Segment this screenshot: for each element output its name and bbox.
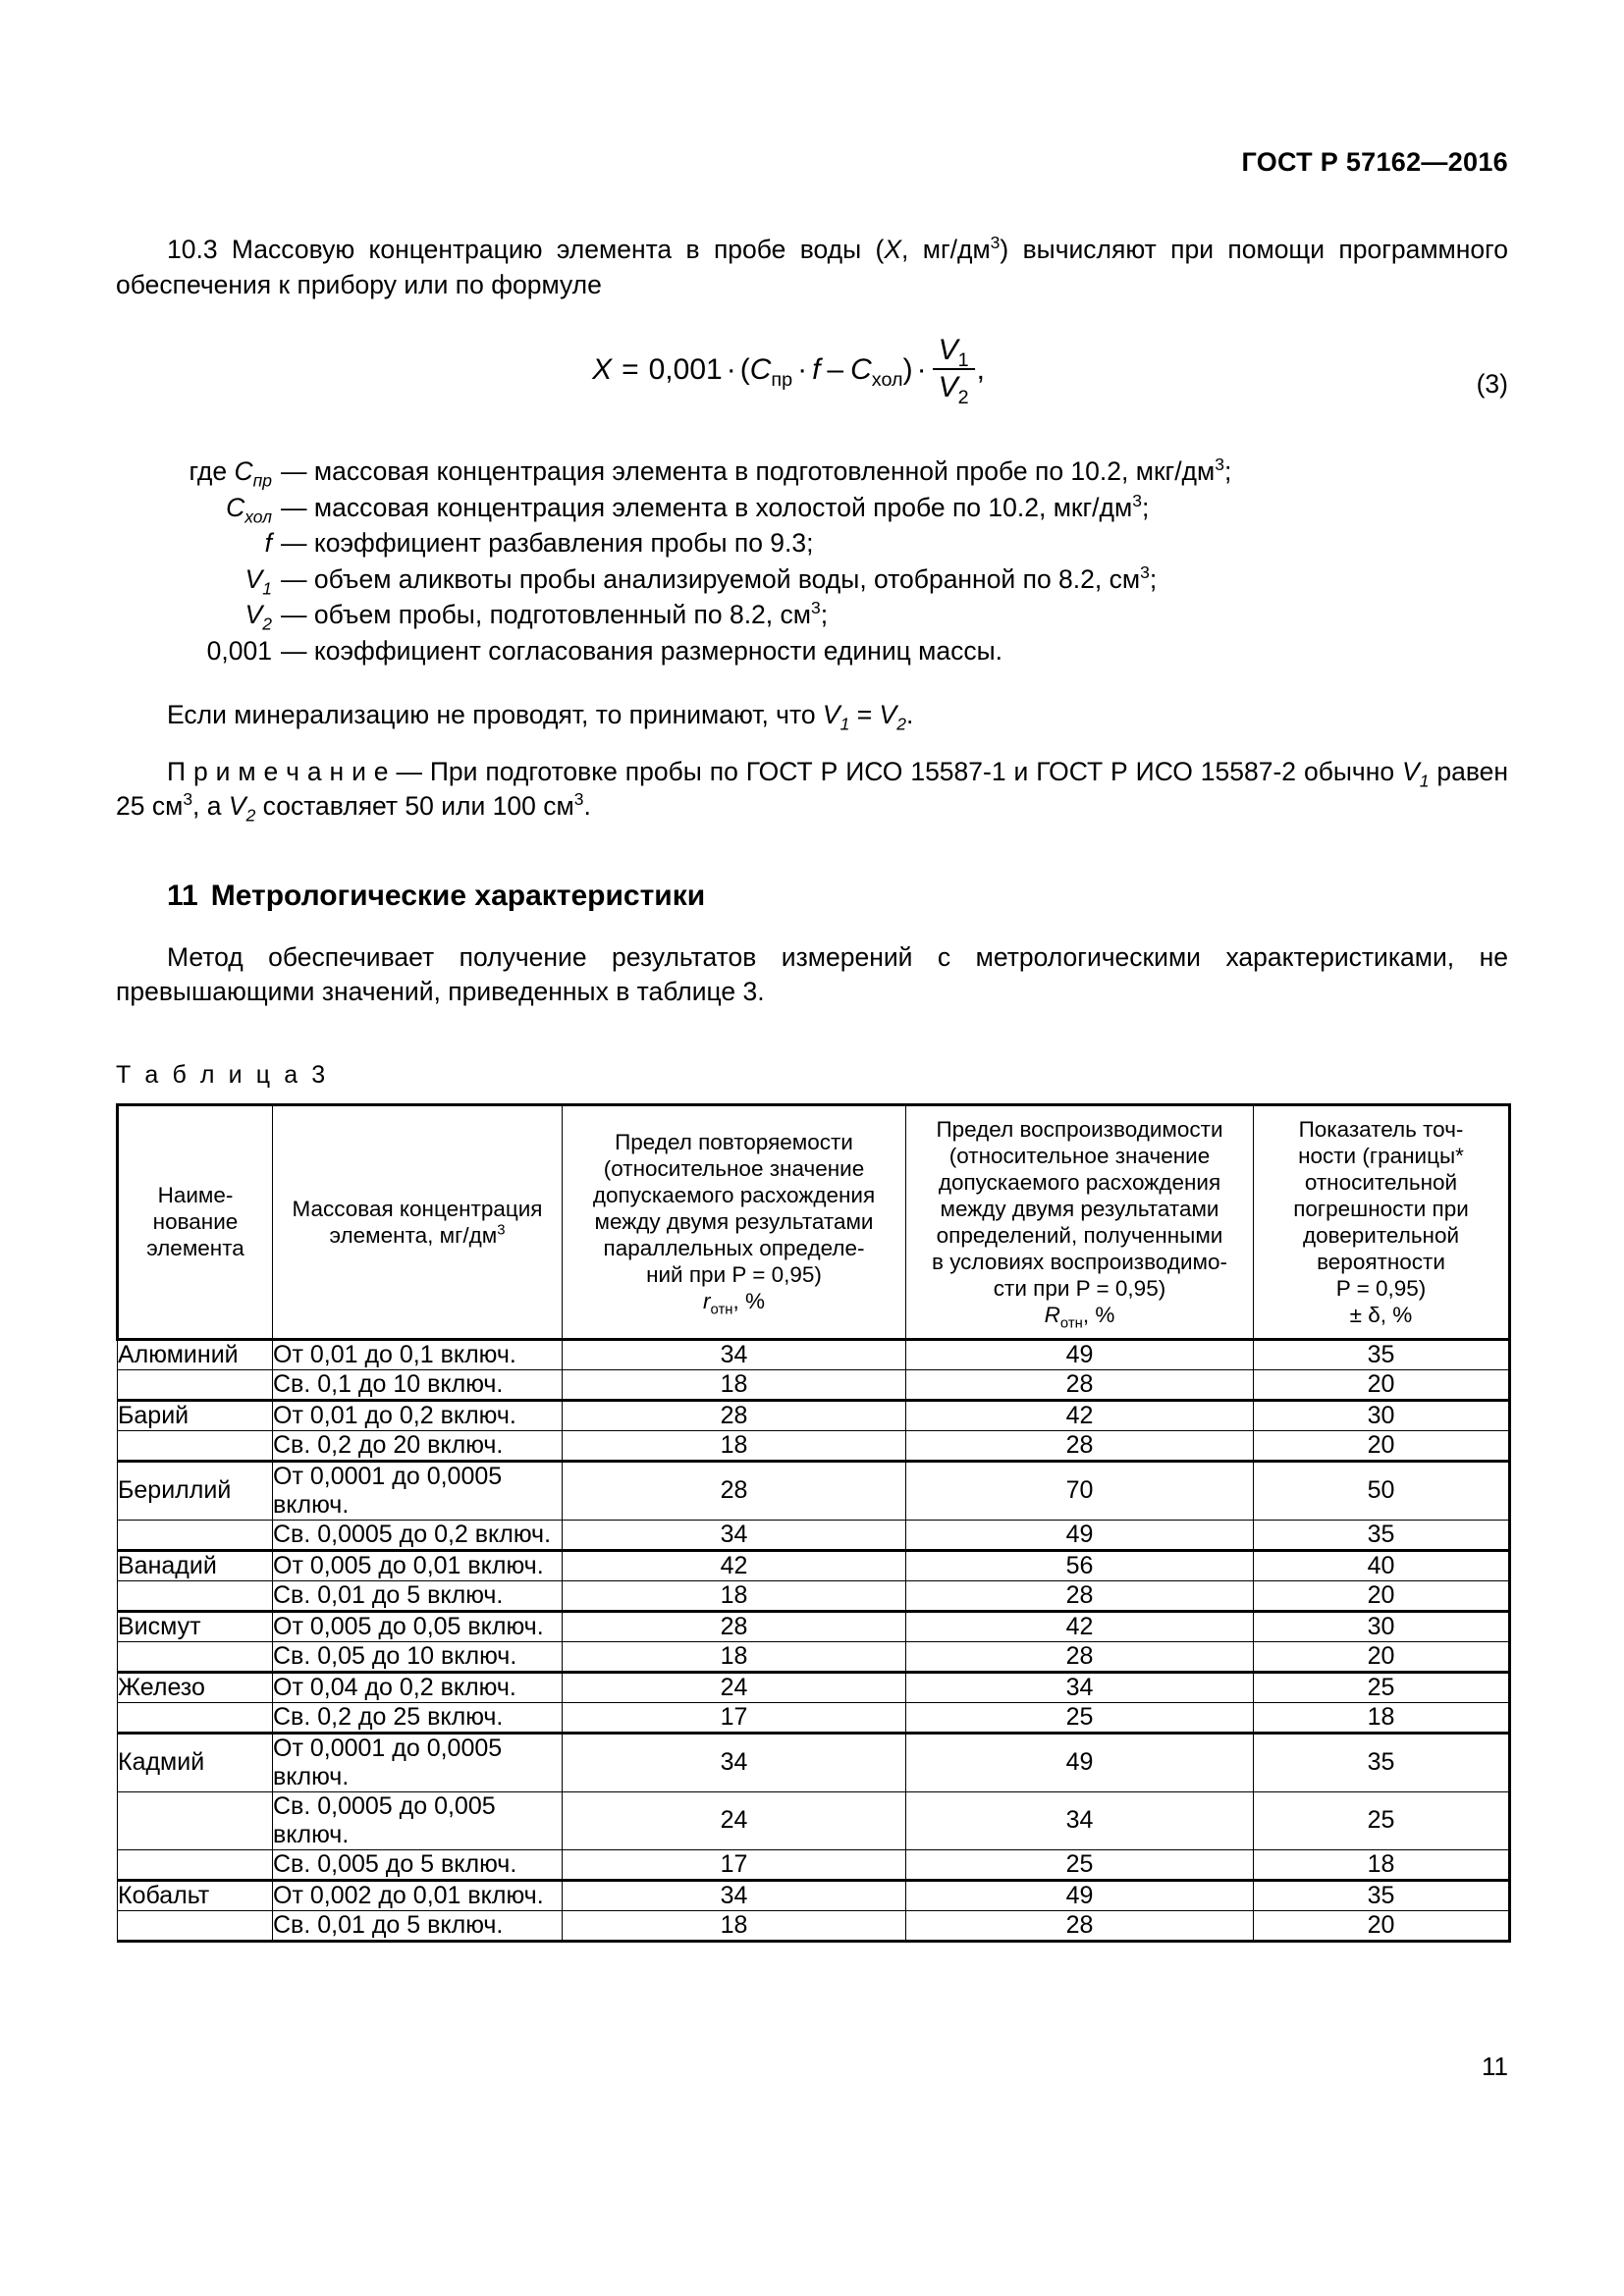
cell-reproducibility: 42	[906, 1400, 1254, 1430]
primechanie-text-2: равен 25 см	[116, 756, 1508, 822]
cell-accuracy: 30	[1254, 1611, 1510, 1641]
cell-concentration-range: Св. 0,2 до 25 включ.	[273, 1702, 563, 1733]
table-row	[118, 1791, 1510, 1849]
definition-dash: —	[281, 528, 307, 559]
header-line: параллельных определе-	[603, 1236, 865, 1261]
header-line: нование	[152, 1209, 239, 1235]
header-symbol-sub: отн	[1059, 1315, 1083, 1332]
table-row	[118, 1461, 1510, 1520]
header-symbol-R: R	[1044, 1302, 1060, 1327]
cell-repeatability: 34	[563, 1520, 906, 1550]
cell-reproducibility: 49	[906, 1339, 1254, 1369]
definition-dash: —	[281, 635, 307, 666]
cell-concentration-range: Св. 0,2 до 20 включ.	[273, 1430, 563, 1461]
cell-accuracy: 35	[1254, 1880, 1510, 1910]
cell-reproducibility: 49	[906, 1880, 1254, 1910]
primechanie-text-4: составляет 50 или 100 см	[255, 791, 574, 822]
cell-reproducibility: 49	[906, 1733, 1254, 1791]
definition-description-c-hol	[281, 490, 1508, 526]
cell-accuracy: 20	[1254, 1369, 1510, 1400]
definition-tail: ;	[1141, 492, 1150, 522]
cell-repeatability: 28	[563, 1461, 906, 1520]
formula-c-hol-base: C	[850, 352, 872, 386]
column-header-concentration	[273, 1104, 563, 1339]
formula-coefficient: 0,001	[648, 352, 723, 386]
header-line: определений, полученными	[936, 1222, 1223, 1248]
primechanie-dash: —	[388, 756, 430, 786]
formula-block	[116, 336, 1508, 426]
formula-dot-1: ·	[726, 352, 736, 386]
cell-element-name	[118, 1702, 273, 1733]
formula-minus: –	[827, 352, 844, 386]
cell-concentration-range: От 0,0001 до 0,0005 включ.	[273, 1461, 563, 1520]
definition-row-v2	[116, 597, 1508, 633]
definition-description-f	[281, 525, 1508, 561]
cell-element-name: Ванадий	[118, 1550, 273, 1580]
mineralization-v2	[879, 700, 906, 734]
table-row	[118, 1733, 1510, 1791]
header-line: Показатель точ-	[1298, 1116, 1464, 1142]
cell-reproducibility: 70	[906, 1461, 1254, 1520]
definition-symbol-base: C	[226, 492, 245, 522]
primechanie-sup-1: 3	[183, 789, 193, 810]
cell-repeatability: 17	[563, 1702, 906, 1733]
primechanie-sup-2: 3	[573, 789, 584, 810]
primechanie-label: П р и м е ч а н и е	[167, 756, 389, 786]
cell-element-name	[118, 1580, 273, 1611]
cell-accuracy: 30	[1254, 1400, 1510, 1430]
cell-concentration-range: Св. 0,1 до 10 включ.	[273, 1369, 563, 1400]
cell-accuracy: 35	[1254, 1339, 1510, 1369]
primechanie-text-3: , а	[192, 791, 229, 822]
formula-number: (3)	[1476, 369, 1508, 399]
cell-repeatability: 28	[563, 1611, 906, 1641]
formula-fraction-v1-v2	[933, 334, 975, 408]
cell-concentration-range: Св. 0,05 до 10 включ.	[273, 1641, 563, 1672]
table-row	[118, 1641, 1510, 1672]
header-line: допускаемого расхождения	[938, 1169, 1221, 1195]
cell-accuracy: 40	[1254, 1550, 1510, 1580]
formula-dot-3: ·	[916, 352, 927, 386]
table-row	[118, 1430, 1510, 1461]
definition-symbol-base: V	[244, 600, 263, 630]
formula-denominator-base: V	[938, 370, 958, 403]
clause-10-3-text-part1: 10.3 Массовую концентрацию элемента в пробе воды (	[167, 235, 885, 264]
header-line: относительной	[1304, 1169, 1458, 1195]
definition-row-f	[116, 525, 1508, 561]
primechanie-v2-base: V	[228, 791, 246, 822]
cell-reproducibility: 42	[906, 1611, 1254, 1641]
header-line: P = 0,95)	[1335, 1275, 1427, 1301]
formula-f: f	[812, 352, 821, 386]
table-row	[118, 1580, 1510, 1611]
spacer	[116, 668, 1508, 698]
mineralization-note	[116, 698, 1508, 733]
cell-element-name: Железо	[118, 1672, 273, 1702]
definition-symbol-base: V	[244, 563, 263, 594]
mineralization-v2-base: V	[879, 700, 897, 730]
formula-numerator-sub: 1	[957, 349, 969, 371]
definition-sup: 3	[1132, 490, 1142, 510]
definition-sup: 3	[1215, 454, 1224, 475]
cell-concentration-range: От 0,01 до 0,2 включ.	[273, 1400, 563, 1430]
cell-concentration-range: От 0,04 до 0,2 включ.	[273, 1672, 563, 1702]
cell-repeatability: 24	[563, 1672, 906, 1702]
cell-element-name	[118, 1791, 273, 1849]
cell-repeatability: 28	[563, 1400, 906, 1430]
header-line: в условиях воспроизводимо-	[931, 1249, 1227, 1274]
page-number: 11	[1482, 2052, 1508, 2081]
cell-accuracy: 25	[1254, 1672, 1510, 1702]
primechanie-v2-sub: 2	[245, 805, 256, 826]
page-content	[116, 0, 1508, 1943]
cell-accuracy: 20	[1254, 1910, 1510, 1941]
header-line: вероятности	[1317, 1249, 1445, 1274]
cell-accuracy: 20	[1254, 1580, 1510, 1611]
cell-accuracy: 35	[1254, 1733, 1510, 1791]
header-line: (относительное значение	[948, 1143, 1211, 1168]
header-line: Предел воспроизводимости	[936, 1116, 1223, 1142]
definition-row-v1	[116, 561, 1508, 598]
cell-repeatability: 18	[563, 1580, 906, 1611]
header-symbol-tail: , %	[732, 1289, 765, 1314]
cell-accuracy: 20	[1254, 1641, 1510, 1672]
document-header-standard-id: ГОСТ Р 57162—2016	[1241, 147, 1508, 177]
primechanie-note	[116, 755, 1508, 825]
definition-symbol-sub: 2	[262, 614, 272, 634]
cell-element-name: Алюминий	[118, 1339, 273, 1369]
formula-lhs: X	[592, 352, 613, 386]
definition-dash: —	[281, 563, 307, 594]
column-header-repeatability	[563, 1104, 906, 1339]
superscript-3: 3	[990, 233, 1001, 253]
definition-tail: ;	[1149, 563, 1158, 594]
cell-element-name: Бериллий	[118, 1461, 273, 1520]
primechanie-v2	[228, 791, 256, 826]
cell-reproducibility: 34	[906, 1791, 1254, 1849]
definition-tail: ;	[820, 600, 829, 630]
variable-x: X	[884, 235, 902, 264]
formula-numerator-base: V	[938, 334, 958, 366]
cell-accuracy: 18	[1254, 1849, 1510, 1880]
cell-element-name	[118, 1520, 273, 1550]
definition-symbol-f	[116, 525, 281, 561]
table-3-body	[118, 1339, 1510, 1941]
cell-accuracy: 50	[1254, 1461, 1510, 1520]
definition-sup: 3	[1140, 561, 1150, 582]
header-line: ности (границы*	[1298, 1143, 1464, 1168]
header-line: элемента, мг/дм	[329, 1222, 498, 1248]
formula-close-paren: )	[902, 352, 913, 386]
mineralization-v1	[822, 700, 850, 734]
table-row	[118, 1550, 1510, 1580]
definition-symbol-base: C	[234, 456, 253, 486]
definition-description-0001	[281, 633, 1508, 669]
table-row	[118, 1880, 1510, 1910]
formula-denominator-sub: 2	[957, 386, 969, 408]
definition-description-v1	[281, 561, 1508, 598]
cell-concentration-range: Св. 0,01 до 5 включ.	[273, 1910, 563, 1941]
cell-element-name: Висмут	[118, 1611, 273, 1641]
cell-element-name: Барий	[118, 1400, 273, 1430]
cell-element-name: Кадмий	[118, 1733, 273, 1791]
cell-repeatability: 34	[563, 1880, 906, 1910]
header-line: доверительной	[1302, 1222, 1460, 1248]
cell-accuracy: 35	[1254, 1520, 1510, 1550]
definition-sup: 3	[811, 598, 821, 618]
cell-element-name: Кобальт	[118, 1880, 273, 1910]
cell-concentration-range: Св. 0,0005 до 0,005 включ.	[273, 1791, 563, 1849]
header-sup: 3	[497, 1222, 506, 1239]
formula-dot-2: ·	[797, 352, 808, 386]
mineralization-period: .	[905, 700, 914, 730]
formula-denominator	[933, 370, 975, 408]
cell-concentration-range: От 0,01 до 0,1 включ.	[273, 1339, 563, 1369]
cell-accuracy: 18	[1254, 1702, 1510, 1733]
section-11-paragraph: Метод обеспечивает получение результатов измерений с метрологическими характеристиками, не превышающими значений, приведенных в таблице 3.	[116, 941, 1508, 1007]
cell-repeatability: 17	[563, 1849, 906, 1880]
definition-symbol-c-pr	[116, 454, 281, 490]
table-header-row	[118, 1104, 1510, 1339]
column-header-reproducibility	[906, 1104, 1254, 1339]
primechanie-v1-base: V	[1402, 756, 1420, 786]
cell-repeatability: 34	[563, 1339, 906, 1369]
primechanie-text-5: .	[583, 791, 591, 822]
cell-reproducibility: 28	[906, 1369, 1254, 1400]
cell-element-name	[118, 1910, 273, 1941]
definition-symbol-sub: пр	[252, 470, 272, 491]
cell-element-name	[118, 1849, 273, 1880]
definition-symbol-v1	[116, 561, 281, 598]
definition-text: массовая концентрация элемента в холостой пробе по 10.2, мкг/дм	[313, 492, 1133, 522]
cell-element-name	[118, 1641, 273, 1672]
cell-repeatability: 42	[563, 1550, 906, 1580]
formula-trailing-comma: ,	[976, 352, 985, 386]
definition-text: объем аликвоты пробы анализируемой воды, отобранной по 8.2, см	[313, 563, 1141, 594]
table-row	[118, 1400, 1510, 1430]
table-row	[118, 1520, 1510, 1550]
definition-text: коэффициент разбавления пробы по 9.3;	[313, 528, 814, 559]
cell-reproducibility: 28	[906, 1641, 1254, 1672]
formula-numerator	[933, 335, 975, 370]
header-line: Массовая концентрация	[292, 1196, 543, 1221]
cell-repeatability: 34	[563, 1733, 906, 1791]
definition-description-v2	[281, 597, 1508, 633]
cell-concentration-range: От 0,005 до 0,05 включ.	[273, 1611, 563, 1641]
cell-concentration-range: Св. 0,01 до 5 включ.	[273, 1580, 563, 1611]
formula-c-hol	[850, 352, 903, 391]
cell-repeatability: 24	[563, 1791, 906, 1849]
table-row	[118, 1910, 1510, 1941]
header-symbol-r: r	[703, 1289, 711, 1314]
clause-10-3-text-part2: , мг/дм	[901, 235, 991, 264]
formula-c-pr	[749, 352, 793, 391]
definition-row-0001	[116, 633, 1508, 669]
spacer	[116, 733, 1508, 755]
header-line: погрешности при	[1293, 1196, 1469, 1221]
cell-reproducibility: 25	[906, 1702, 1254, 1733]
header-line: между двумя результатами	[940, 1196, 1219, 1221]
definition-symbol-sub: 1	[262, 577, 272, 598]
cell-reproducibility: 49	[906, 1520, 1254, 1550]
cell-element-name	[118, 1430, 273, 1461]
definition-text: коэффициент согласования размерности единиц массы.	[313, 635, 1003, 666]
header-line: ний при P = 0,95)	[646, 1262, 822, 1288]
formula-open-paren: (	[739, 352, 750, 386]
formula-3	[592, 334, 985, 408]
cell-reproducibility: 25	[906, 1849, 1254, 1880]
header-symbol-delta: ± δ, %	[1349, 1302, 1413, 1327]
cell-repeatability: 18	[563, 1430, 906, 1461]
cell-concentration-range: Св. 0,005 до 5 включ.	[273, 1849, 563, 1880]
primechanie-text-1: При подготовке пробы по ГОСТ Р ИСО 15587-1 и ГОСТ Р ИСО 15587-2 обычно	[429, 756, 1403, 786]
section-11-heading	[116, 880, 1508, 913]
cell-accuracy: 20	[1254, 1430, 1510, 1461]
cell-concentration-range: От 0,0001 до 0,0005 включ.	[273, 1733, 563, 1791]
cell-repeatability: 18	[563, 1369, 906, 1400]
primechanie-v1	[1402, 756, 1430, 791]
formula-c-pr-base: C	[749, 352, 772, 386]
clause-10-3-paragraph	[116, 233, 1508, 302]
header-symbol-sub: отн	[710, 1302, 733, 1318]
clause-10-3-text-part3: ) вычисляют при помощи программного обеспечения к прибору или по формуле	[116, 235, 1508, 299]
definition-dash: —	[281, 456, 307, 486]
cell-concentration-range: От 0,005 до 0,01 включ.	[273, 1550, 563, 1580]
mineralization-v1-base: V	[822, 700, 840, 730]
header-line: Наиме-	[157, 1183, 234, 1208]
definition-symbol-0001	[116, 633, 281, 669]
section-11-title: Метрологические характеристики	[210, 879, 706, 912]
definition-symbol-base: f	[264, 528, 272, 559]
column-header-accuracy	[1254, 1104, 1510, 1339]
header-line: между двумя результатами	[594, 1209, 874, 1235]
primechanie-v1-sub: 1	[1419, 771, 1430, 791]
formula-equals: =	[622, 352, 639, 386]
table-row	[118, 1702, 1510, 1733]
column-header-element	[118, 1104, 273, 1339]
definition-symbol-c-hol	[116, 490, 281, 526]
cell-accuracy: 25	[1254, 1791, 1510, 1849]
table-row	[118, 1849, 1510, 1880]
definition-row-c-hol	[116, 490, 1508, 526]
cell-reproducibility: 28	[906, 1580, 1254, 1611]
where-prefix: где	[189, 456, 228, 486]
table-row	[118, 1369, 1510, 1400]
section-11-number: 11	[167, 879, 198, 912]
cell-reproducibility: 28	[906, 1910, 1254, 1941]
definition-row-c-pr	[116, 454, 1508, 490]
definition-text: объем пробы, подготовленный по 8.2, см	[313, 600, 811, 630]
definition-description-c-pr	[281, 454, 1508, 490]
cell-repeatability: 18	[563, 1910, 906, 1941]
table-3-caption: Т а б л и ц а 3	[116, 1060, 329, 1089]
definition-symbol-v2	[116, 597, 281, 633]
cell-reproducibility: 28	[906, 1430, 1254, 1461]
formula-variable-definitions	[116, 454, 1508, 668]
header-line: сти при P = 0,95)	[993, 1275, 1166, 1301]
cell-repeatability: 18	[563, 1641, 906, 1672]
cell-concentration-range: От 0,002 до 0,01 включ.	[273, 1880, 563, 1910]
header-line: Предел повторяемости	[615, 1130, 853, 1155]
definition-symbol-sub: хол	[244, 506, 272, 526]
mineralization-equals: =	[849, 700, 880, 730]
table-3	[116, 1103, 1511, 1943]
header-line: элемента	[146, 1236, 244, 1261]
cell-element-name	[118, 1369, 273, 1400]
definition-dash: —	[281, 600, 307, 630]
definition-symbol-base: 0,001	[206, 635, 272, 666]
header-line: (относительное значение	[603, 1156, 865, 1182]
spacer	[116, 913, 1508, 940]
mineralization-v1-sub: 1	[839, 714, 850, 734]
cell-concentration-range: Св. 0,0005 до 0,2 включ.	[273, 1520, 563, 1550]
header-line: допускаемого расхождения	[592, 1183, 876, 1208]
mineralization-v2-sub: 2	[896, 714, 906, 734]
header-symbol-tail: , %	[1082, 1302, 1115, 1327]
table-3-header	[118, 1104, 1510, 1339]
definition-text: массовая концентрация элемента в подготовленной пробе по 10.2, мкг/дм	[313, 456, 1216, 486]
table-row	[118, 1339, 1510, 1369]
formula-c-pr-sub: пр	[771, 368, 793, 391]
definition-tail: ;	[1223, 456, 1232, 486]
formula-c-hol-sub: хол	[871, 368, 903, 391]
definition-dash: —	[281, 492, 307, 522]
cell-reproducibility: 34	[906, 1672, 1254, 1702]
table-row	[118, 1611, 1510, 1641]
cell-reproducibility: 56	[906, 1550, 1254, 1580]
table-row	[118, 1672, 1510, 1702]
mineralization-note-text: Если минерализацию не проводят, то принимают, что	[167, 700, 823, 730]
